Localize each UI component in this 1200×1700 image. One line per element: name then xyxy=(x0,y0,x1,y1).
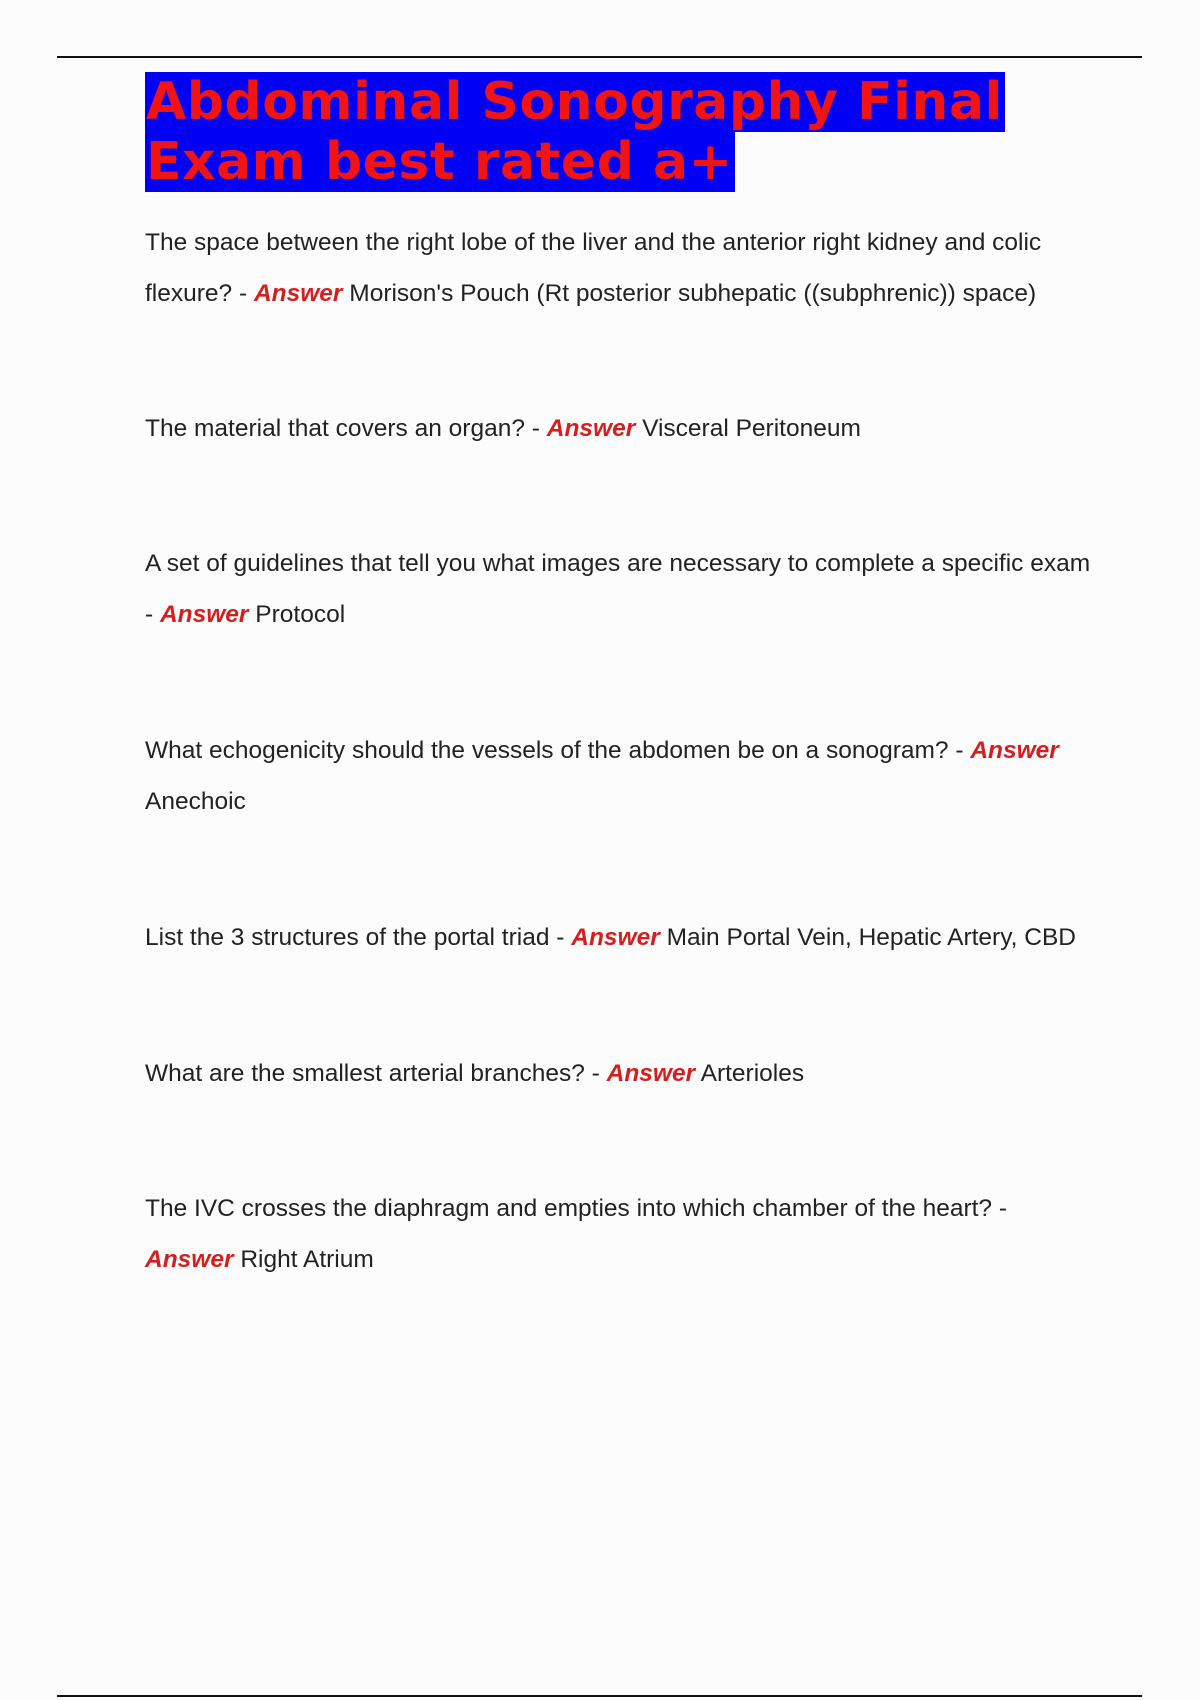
bottom-rule xyxy=(57,1695,1142,1697)
question-text: List the 3 structures of the portal triad xyxy=(145,924,550,951)
qa-item xyxy=(145,403,1095,454)
question-text: What are the smallest arterial branches? xyxy=(145,1060,585,1087)
separator: - xyxy=(948,737,971,764)
answer-text: Arterioles xyxy=(700,1060,805,1087)
answer-text: Anechoic xyxy=(145,788,246,815)
answer-text: Main Portal Vein, Hepatic Artery, CBD xyxy=(666,924,1076,951)
question-text: The space between the right lobe of the liver and the anterior right kidney and colic flexure? xyxy=(145,229,1042,307)
separator: - xyxy=(584,1060,607,1087)
answer-text: Visceral Peritoneum xyxy=(642,415,861,442)
answer-label: Answer xyxy=(145,1246,234,1273)
qa-item xyxy=(145,217,1095,319)
separator: - xyxy=(549,924,572,951)
qa-item xyxy=(145,912,1095,963)
answer-label: Answer xyxy=(571,924,660,951)
answer-label: Answer xyxy=(970,737,1059,764)
separator: - xyxy=(232,280,254,307)
document-title xyxy=(145,72,1095,192)
question-text: A set of guidelines that tell you what images are necessary to complete a specific exam xyxy=(145,550,1091,577)
question-text: What echogenicity should the vessels of the abdomen be on a sonogram? xyxy=(145,737,949,764)
answer-text: Right Atrium xyxy=(240,1246,374,1273)
title-line-1: Abdominal Sonography Final xyxy=(146,72,1003,132)
qa-item xyxy=(145,538,1095,640)
answer-text: Morison's Pouch (Rt posterior subhepatic ((subphrenic)) space) xyxy=(349,280,1037,307)
question-text: The material that covers an organ? xyxy=(145,415,525,442)
document-body xyxy=(145,72,1095,1310)
qa-item xyxy=(145,1048,1095,1099)
qa-item xyxy=(145,1183,1095,1285)
qa-list xyxy=(145,217,1095,1285)
qa-item xyxy=(145,725,1095,827)
answer-label: Answer xyxy=(546,415,636,442)
top-rule xyxy=(57,56,1142,58)
question-text: The IVC crosses the diaphragm and empties into which chamber of the heart? xyxy=(145,1195,993,1222)
answer-label: Answer xyxy=(253,280,343,307)
answer-text: Protocol xyxy=(255,601,346,628)
answer-label: Answer xyxy=(606,1060,696,1087)
separator: - xyxy=(992,1195,1008,1222)
title-line-2: Exam best rated a+ xyxy=(146,132,733,192)
answer-label: Answer xyxy=(159,601,249,628)
separator: - xyxy=(524,415,547,442)
separator: - xyxy=(145,601,160,628)
